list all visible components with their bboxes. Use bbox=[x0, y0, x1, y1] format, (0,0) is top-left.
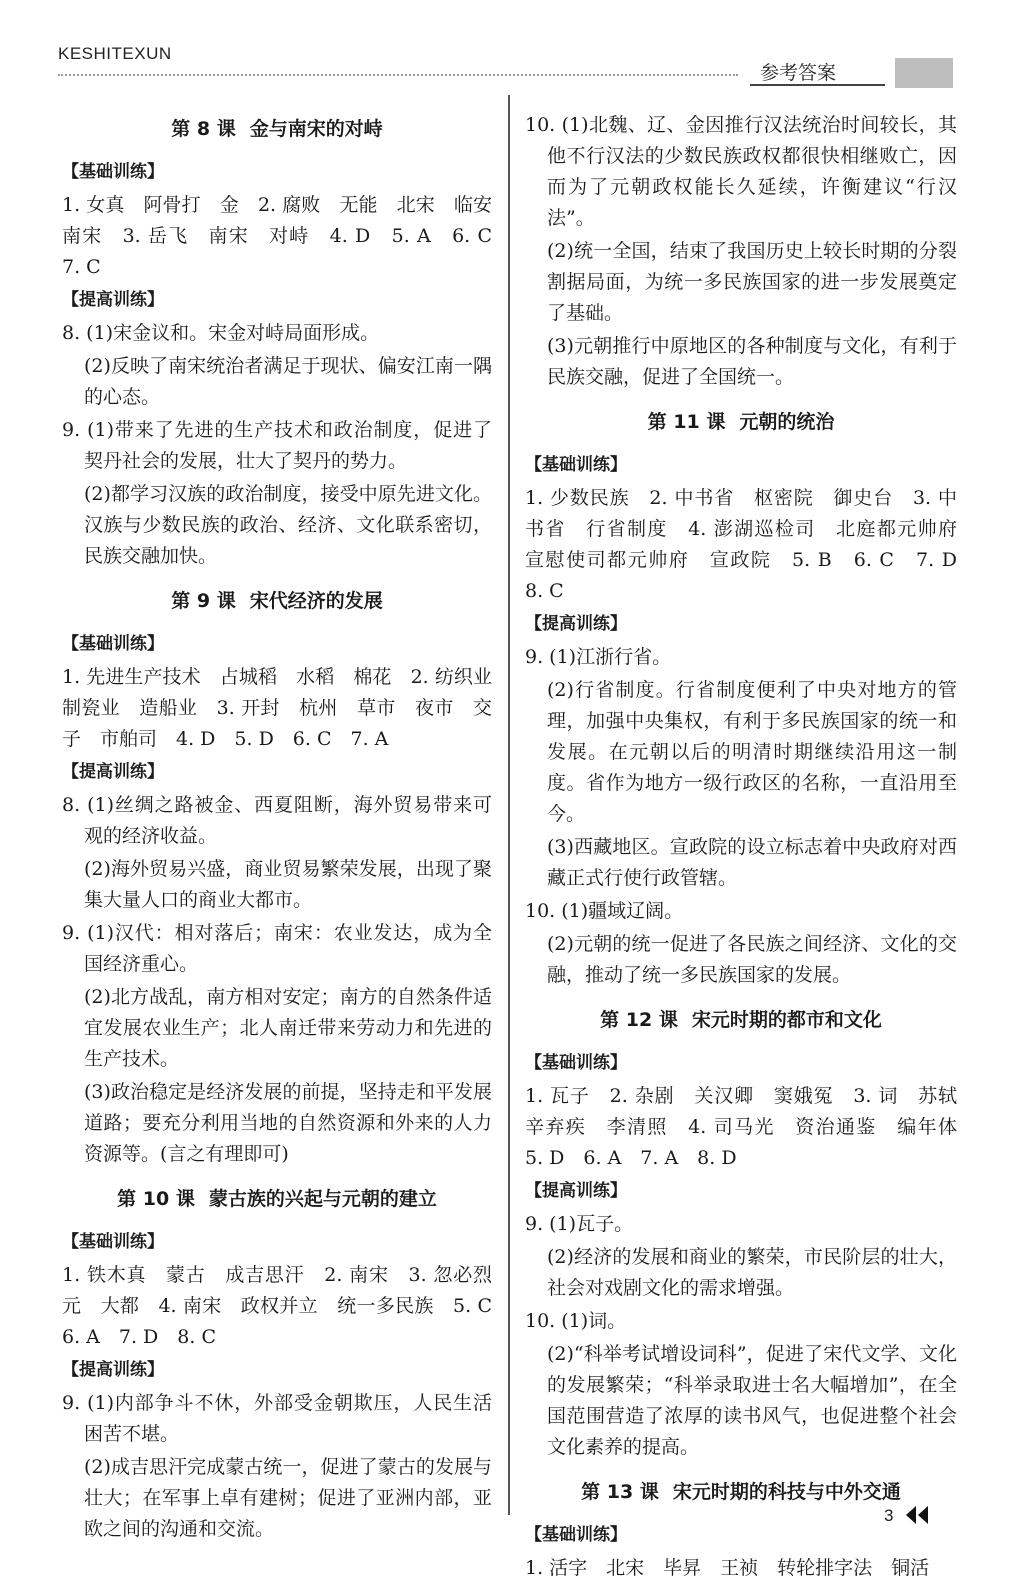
basic-heading: 【基础训练】 bbox=[62, 634, 164, 654]
header-rule bbox=[750, 84, 885, 86]
basic-heading: 【基础训练】 bbox=[525, 1525, 627, 1545]
answer-item: (2)统一全国，结束了我国历史上较长时期的分裂割据局面，为统一多民族国家的进一步发展奠定了基础。 bbox=[547, 240, 957, 324]
lesson-13 bbox=[525, 1477, 957, 1584]
answer-item: 8. (1)丝绸之路被金、西夏阻断，海外贸易带来可观的经济收益。 bbox=[62, 794, 492, 847]
brand-text: KESHITEXUN bbox=[58, 44, 172, 63]
answer-item: 9. (1)内部争斗不休，外部受金朝欺压，人民生活困苦不堪。 bbox=[62, 1392, 492, 1445]
answer-item: (3)元朝推行中原地区的各种制度与文化，有利于民族交融，促进了全国统一。 bbox=[547, 335, 957, 388]
answer-item: 9. (1)瓦子。 bbox=[525, 1213, 634, 1235]
basic-heading: 【基础训练】 bbox=[525, 455, 627, 475]
answer-item: (3)政治稳定是经济发展的前提，坚持走和平发展道路；要充分利用当地的自然资源和外来的人力资源等。(言之有理即可) bbox=[84, 1081, 492, 1165]
lesson-10 bbox=[62, 1184, 512, 1545]
answer-item: (3)西藏地区。宣政院的设立标志着中央政府对西藏正式行使行政管辖。 bbox=[547, 836, 957, 889]
section-title: 参考答案 bbox=[760, 62, 837, 84]
header-grey-tab bbox=[895, 58, 953, 88]
answer-item: 10. (1)词。 bbox=[525, 1310, 627, 1332]
lesson-title: 第 11 课 元朝的统治 bbox=[647, 411, 835, 433]
lesson-11 bbox=[525, 407, 977, 991]
answer-item: (2)成吉思汗完成蒙古统一，促进了蒙古的发展与壮大；在军事上卓有建树；促进了亚洲内部，亚欧之间的沟通和交流。 bbox=[84, 1456, 492, 1540]
basic-answers: 1. 少数民族 2. 中书省 枢密院 御史台 3. 中书省 行省制度 4. 澎湖巡检司 北庭都元帅府 宣慰使司都元帅府 宣政院 5. B 6. C 7. D 8. C bbox=[525, 487, 977, 602]
page-number: 3 bbox=[884, 1506, 894, 1525]
answer-item: (2)元朝的统一促进了各民族之间经济、文化的交融，推动了统一多民族国家的发展。 bbox=[547, 933, 957, 986]
answer-item: (2)反映了南宋统治者满足于现状、偏安江南一隅的心态。 bbox=[84, 355, 492, 408]
page-header bbox=[0, 0, 1013, 92]
answer-item: (2)北方战乱，南方相对安定；南方的自然条件适宜发展农业生产；北人南迁带来劳动力和先进的生产技术。 bbox=[84, 986, 492, 1070]
answer-item: 9. (1)江浙行省。 bbox=[525, 646, 672, 668]
answer-item: 9. (1)汉代：相对落后；南宋：农业发达，成为全国经济重心。 bbox=[62, 922, 492, 975]
basic-heading: 【基础训练】 bbox=[525, 1053, 627, 1073]
answer-item: 9. (1)带来了先进的生产技术和政治制度，促进了契丹社会的发展，壮大了契丹的势力。 bbox=[62, 419, 492, 472]
advanced-heading: 【提高训练】 bbox=[62, 1360, 164, 1380]
answer-item: (2)“科举考试增设词科”，促进了宋代文学、文化的发展繁荣；“科举录取进士名大幅增加”，在全国范围营造了浓厚的读书风气，也促进整个社会文化素养的提高。 bbox=[547, 1343, 957, 1458]
lesson-title: 第 10 课 蒙古族的兴起与元朝的建立 bbox=[117, 1188, 437, 1210]
advanced-heading: 【提高训练】 bbox=[525, 1181, 627, 1201]
header-dotted-rule bbox=[58, 74, 738, 76]
basic-answers: 1. 瓦子 2. 杂剧 关汉卿 窦娥冤 3. 词 苏轼 辛弃疾 李清照 4. 司马光 资治通鉴 编年体 5. D 6. A 7. A 8. D bbox=[525, 1085, 977, 1169]
advanced-heading: 【提高训练】 bbox=[525, 614, 627, 634]
answer-item: 10. (1)北魏、辽、金因推行汉法统治时间较长，其他不行汉法的少数民族政权都很快相继败亡，因而为了元朝政权能长久延续，许衡建议“行汉法”。 bbox=[525, 114, 957, 229]
lesson-title: 第 12 课 宋元时期的都市和文化 bbox=[600, 1009, 882, 1031]
lesson-10-continued bbox=[525, 110, 957, 393]
double-chevron-left-icon bbox=[904, 1504, 932, 1526]
basic-answers: 1. 女真 阿骨打 金 2. 腐败 无能 北宋 临安 南宋 3. 岳飞 南宋 对峙 4. D 5. A 6. C 7. C bbox=[62, 194, 512, 278]
answer-item: 10. (1)疆域辽阔。 bbox=[525, 900, 684, 922]
advanced-heading: 【提高训练】 bbox=[62, 762, 164, 782]
answer-item: (2)行省制度。行省制度便利了中央对地方的管理，加强中央集权，有利于多民族国家的统一和发展。在元朝以后的明清时期继续沿用这一制度。省作为地方一级行政区的名称，一直沿用至今。 bbox=[547, 679, 957, 825]
lesson-title: 第 8 课 金与南宋的对峙 bbox=[171, 118, 383, 140]
basic-heading: 【基础训练】 bbox=[62, 162, 164, 182]
basic-answers: 1. 铁木真 蒙古 成吉思汗 2. 南宋 3. 忽必烈 元 大都 4. 南宋 政权并立 统一多民族 5. C 6. A 7. D 8. C bbox=[62, 1264, 512, 1348]
basic-answers: 1. 先进生产技术 占城稻 水稻 棉花 2. 纺织业 制瓷业 造船业 3. 开封 杭州 草市 夜市 交子 市舶司 4. D 5. D 6. C 7. A bbox=[62, 666, 512, 750]
answer-item: 8. (1)宋金议和。宋金对峙局面形成。 bbox=[62, 322, 380, 344]
lesson-8 bbox=[62, 114, 512, 572]
lesson-12 bbox=[525, 1005, 977, 1463]
right-column bbox=[525, 110, 977, 1579]
lesson-title: 第 9 课 宋代经济的发展 bbox=[171, 590, 383, 612]
advanced-heading: 【提高训练】 bbox=[62, 290, 164, 310]
lesson-title: 第 13 课 宋元时期的科技与中外交通 bbox=[581, 1481, 901, 1503]
basic-heading: 【基础训练】 bbox=[62, 1232, 164, 1252]
lesson-9 bbox=[62, 586, 512, 1170]
basic-answers: 1. 活字 北宋 毕昇 王祯 转轮排字法 铜活 bbox=[525, 1557, 930, 1579]
answer-item: (2)都学习汉族的政治制度，接受中原先进文化。汉族与少数民族的政治、经济、文化联系密切，民族交融加快。 bbox=[84, 483, 492, 567]
answer-item: (2)海外贸易兴盛，商业贸易繁荣发展，出现了聚集大量人口的商业大都市。 bbox=[84, 858, 492, 911]
answer-item: (2)经济的发展和商业的繁荣，市民阶层的壮大，社会对戏剧文化的需求增强。 bbox=[547, 1246, 957, 1299]
left-column bbox=[62, 110, 512, 1540]
